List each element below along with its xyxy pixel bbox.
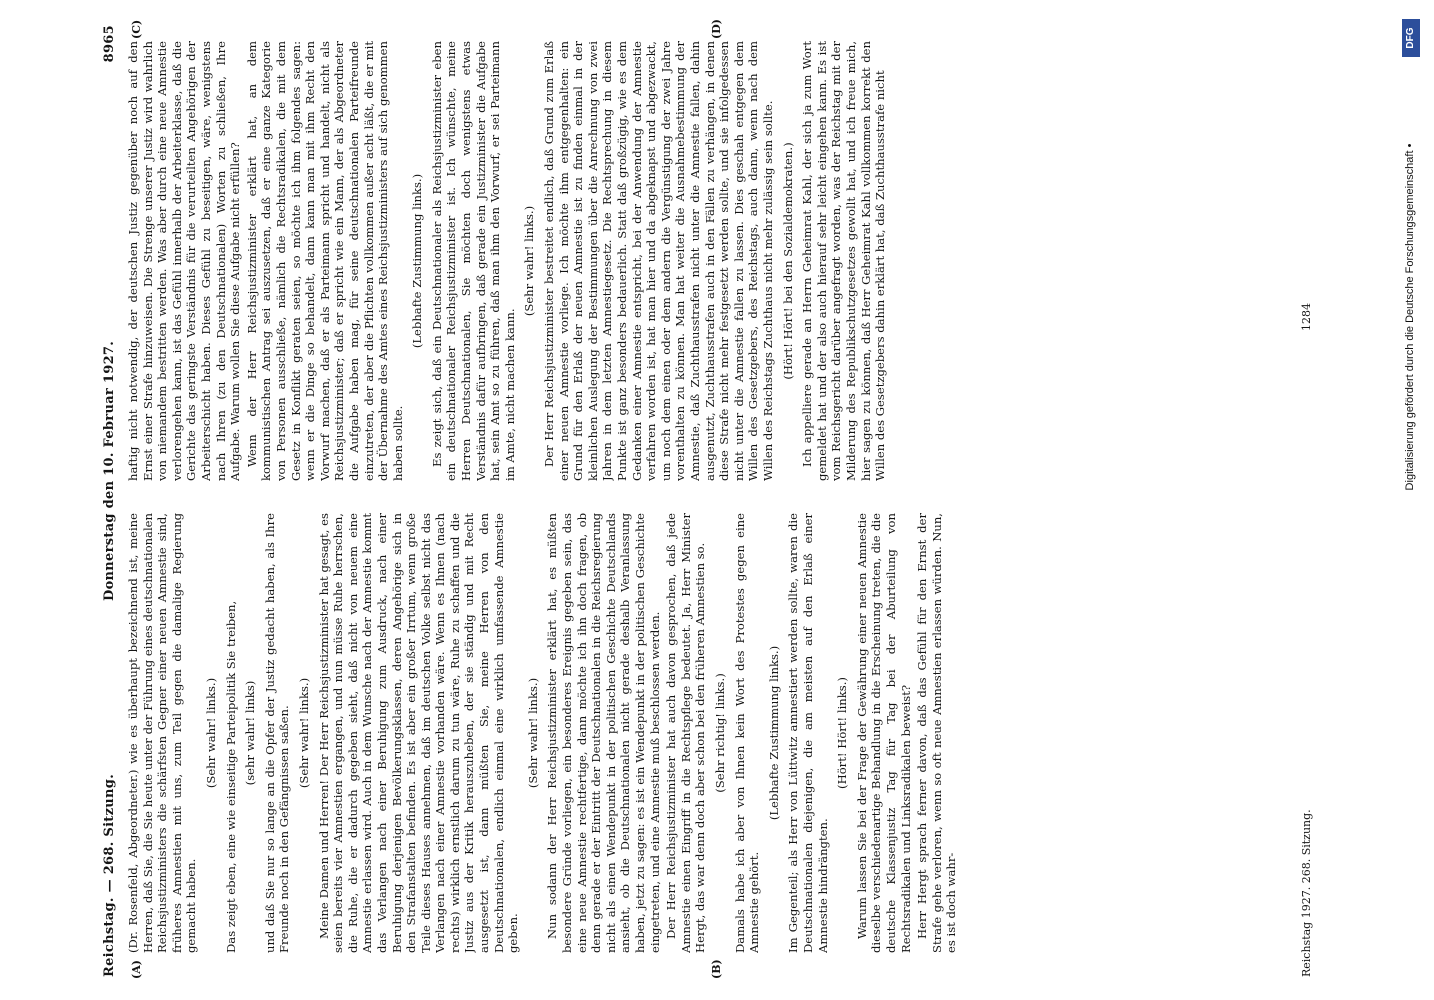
paragraph: Wenn der Herr Reichsjustizminister erklärt hat, an dem kommunistischen Antrag sei auszusetzen, daß er eine ganze Kategorie von Personen ausschließe, nämlich die Rechtsradikalen, die mit dem Gesetz in Konflikt geraten seien, so möchte ich ihm folgendes sagen: wenn er die Dinge so behandelt, dann kann man mit ihm Recht den Vorwurf machen, daß er als Parteimann spricht und handelt, nicht als Reichsjustizminister; daß er spricht wie ein Mann, der als Abgeordneter die Aufgabe haben mag, für seine deutschnationalen Parteifreunde einzutreten, der aber die Pflichten vollkommen außer acht läßt, die er mit der Übernahme des Amtes eines Reichsjustizministers auf sich genommen haben sollte. bbox=[244, 41, 405, 481]
interjection: (Sehr wahr! links.) bbox=[203, 677, 218, 789]
header-date: Donnerstag den 10. Februar 1927. bbox=[102, 340, 117, 601]
interjection: (Sehr wahr! links.) bbox=[525, 677, 540, 789]
page-footer bbox=[1296, 19, 1320, 981]
interjection: (Hört! Hört! bei den Sozialdemokraten.) bbox=[780, 142, 795, 380]
page-number: 8965 bbox=[102, 25, 117, 63]
paragraph: Nun sodann der Herr Reichsjustizminister erklärt hat, es müßten besondere Gründe vorliegen, ein besonderes Ereignis gegeben sein, das eine neue Amnestie rechtfertige, dann möchte ich ihn doch fragen, ob denn gerade er der Eintritt der Deutschnationalen in die Reichsregierung nicht als einen Wendepunkt in der politischen Geschichte Deutschlands ansieht, ob die Deutschnationalen nicht gerade deshalb Veranlassung haben, jetzt zu sagen: es ist ein Wendepunkt in der politischen Geschichte eingetreten, und eine Amnestie muß beschlossen werden. bbox=[545, 513, 662, 953]
interjection: (Lebhafte Zustimmung links.) bbox=[766, 645, 781, 821]
interjection: (sehr wahr! links) bbox=[243, 680, 258, 786]
paragraph: Der Herr Reichsjustizminister bestreitet endlich, daß Grund zum Erlaß einer neuen Amnestie vorliege. Ich möchte ihm entgegenhalten: ein Grund für den Erlaß der neuen Amnestie ist zu finden einmal in der kleinlichen Auslegung der Bestimmungen über die Anrechnung von zwei Jahren in dem letzten Amnestiegesetz. Die Rechtsprechung in diesem Punkte ist ganz besonders bedauerlich. Statt daß großzügig, wie es dem Gedanken einer Amnestie entspricht, bei der Anwendung der Amnestie verfahren worden ist, hat man hier und da abgeknapst und abgezwackt, um noch dem einen oder dem andern die Vergünstigung der zwei Jahre vorenthalten zu können. Man hat weiter die Ausnahmebestimmung der Amnestie, daß Zuchthausstrafen nicht unter die Amnestie fallen, dahin ausgenutzt, Zuchthausstrafen auch in den Fällen zu verhängen, in denen diese Strafe nicht mehr festgesetzt werden sollte, und sie infolgedessen nicht unter die Amnestie fallen zu lassen. Dies geschah entgegen dem Willen des Gesetzgebers, des Reichstags, auch dann, wenn nach dem Willen des Reichstags Zuchthaus nicht mehr zulässig sein sollte. bbox=[542, 41, 775, 481]
paragraph: haftig nicht notwendig, der deutschen Justiz gegenüber noch auf den Ernst einer Strafe hinzuweisen. Die Strenge unserer Justiz wird wahrlich von niemandem bestritten werden. Was aber durch eine neue Amnestie verlorengehen kann, ist das Gefühl innerhalb der Arbeiterklasse, daß die Gerichte das geringste Verständnis für die verurteilten Angehörigen der Arbeiterschicht haben. Dieses Gefühl zu beseitigen, wäre, wenigstens nach Ihren (zu den Deutschnationalen) Worten zu schließen, Ihre Aufgabe. Warum wollen Sie diese Aufgabe nicht erfüllen? bbox=[126, 41, 243, 481]
paragraph: (Dr. Rosenfeld, Abgeordneter.) wie es überhaupt bezeichnend ist, meine Herren, daß Sie, die Sie heute unter der Führung eines deutschnationalen Reichsjustizministers die schärfsten Gegner einer neuen Amnestie sind, früheres Amnestien mit uns, zum Teil gegen die damalige Regierung gemacht haben. bbox=[126, 513, 199, 953]
footer-sheet-number: 1284 bbox=[1300, 303, 1313, 331]
paragraph: und daß Sie nur so lange an die Opfer der Justiz gedacht haben, als Ihre Freunde noch in den Gefängnissen saßen. bbox=[262, 513, 292, 953]
paragraph: Der Herr Reichsjustizminister hat auch davon gesprochen, daß jede Amnestie einen Eingriff in die Rechtspflege bedeutet. Ja, Herr Minister Hergt, das war denn doch aber schon bei den früheren Amnestien so. bbox=[664, 513, 708, 953]
interjection: (Hört! Hört! links.) bbox=[835, 677, 850, 789]
dfg-logo-label: DFG bbox=[1405, 27, 1416, 49]
right-text-column bbox=[126, 41, 1286, 481]
left-text-column bbox=[126, 513, 1286, 953]
paragraph: Herr Hergt sprach ferner davon, daß das Gefühl für den Ernst der Strafe gehe verloren, wenn so oft neue Amnestien erlassen würden. Nun, es ist doch wahr- bbox=[915, 513, 959, 953]
paragraph: Warum lassen Sie bei der Frage der Gewährung einer neuen Amnestie dieselbe verschiedenartige Behandlung in die Erscheinung treten, die die deutsche Klassenjustiz Tag für Tag bei der Aburteilung von Rechtsradikalen und Linksradikalen beweist? bbox=[854, 513, 913, 953]
interjection: (Sehr wahr! links.) bbox=[522, 205, 537, 317]
rotated-page bbox=[100, 19, 1332, 981]
interjection: (Lebhafte Zustimmung links.) bbox=[410, 173, 425, 349]
margin-marker-b: (B) bbox=[710, 959, 723, 979]
interjection: (Sehr richtig! links.) bbox=[712, 673, 727, 793]
paragraph: Ich appelliere gerade an Herrn Geheimrat Kahl, der sich ja zum Wort gemeldet hat und der also auch hierauf sehr leicht eingehen kann. Es ist vom Reichsgericht darüber angefragt worden, was der Reichstag mit der Milderung des Republikschutzgesetzes gewollt hat, und ich freue mich, hier sagen zu können, daß Herr Geheimrat Kahl vollkommen korrekt den Willen des Gesetzgebers dahin erklärt hat, daß Zuchthausstrafe nicht bbox=[800, 41, 888, 481]
funding-sidebar bbox=[1397, 17, 1427, 983]
margin-marker-c: (C) bbox=[130, 19, 143, 39]
footer-left: Reichstag 1927. 268. Sitzung. bbox=[1300, 809, 1313, 977]
interjection: (Sehr wahr! links.) bbox=[296, 677, 311, 789]
margin-marker-a: (A) bbox=[130, 960, 143, 979]
paragraph: Damals habe ich aber von Ihnen kein Wort des Protestes gegen eine Amnestie gehört. bbox=[732, 513, 762, 953]
paragraph: Im Gegenteil; als Herr von Lüttwitz amnestiert werden sollte, waren die Deutschnationalen diejenigen, die am meisten auf den Erlaß einer Amnestie hindrängten. bbox=[786, 513, 830, 953]
paragraph: Das zeigt eben, eine wie einseitige Parteipolitik Sie treiben, bbox=[223, 600, 238, 953]
margin-marker-d: (D) bbox=[710, 19, 723, 39]
page-header bbox=[100, 19, 122, 981]
paragraph: Meine Damen und Herren! Der Herr Reichsjustizminister hat gesagt, es seien bereits vier Amnestien ergangen, und nun müsse Ruhe herrschen, die Ruhe, die er dadurch gegeben sieht, daß nicht von neuem eine Amnestie erlassen wird. Auch in dem Wunsche nach der Amnestie kommt das Verlangen nach einer Beruhigung zum Ausdruck, nach einer Beruhigung derjenigen Bevölkerungsklassen, deren Angehörige sich in den Strafanstalten befinden. Es ist aber ein großer Irrtum, wenn große Teile dieses Hauses annehmen, daß im deutschen Volke selbst nicht das Verlangen nach einer Amnestie vorhanden wäre. Wenn es Ihnen (nach rechts) wirklich ernstlich darum zu tun wäre, Ruhe zu schaffen und die Justiz aus der Kritik herauszuheben, der sie ständig und mit Recht ausgesetzt ist, dann müßten Sie, meine Herren von den Deutschnationalen, endlich einmal eine wirklich umfassende Amnestie geben. bbox=[316, 513, 521, 953]
funding-note: Digitalisierung gefördert durch die Deutsche Forschungsgemeinschaft • bbox=[1404, 143, 1416, 491]
paragraph: Es zeigt sich, daß ein Deutschnationaler als Reichsjustizminister eben ein deutschnationaler Reichsjustizminister ist. Ich wünschte, meine Herren Deutschnationalen, Sie möchten doch wenigstens etwas Verständnis dafür aufbringen, daß gerade ein Justizminister die Aufgabe hat, sein Amt so zu führen, daß man ihm den Vorwurf, er sei Parteimann im Amte, nicht machen kann. bbox=[429, 41, 517, 481]
header-left: Reichstag. — 268. Sitzung. bbox=[102, 773, 117, 977]
